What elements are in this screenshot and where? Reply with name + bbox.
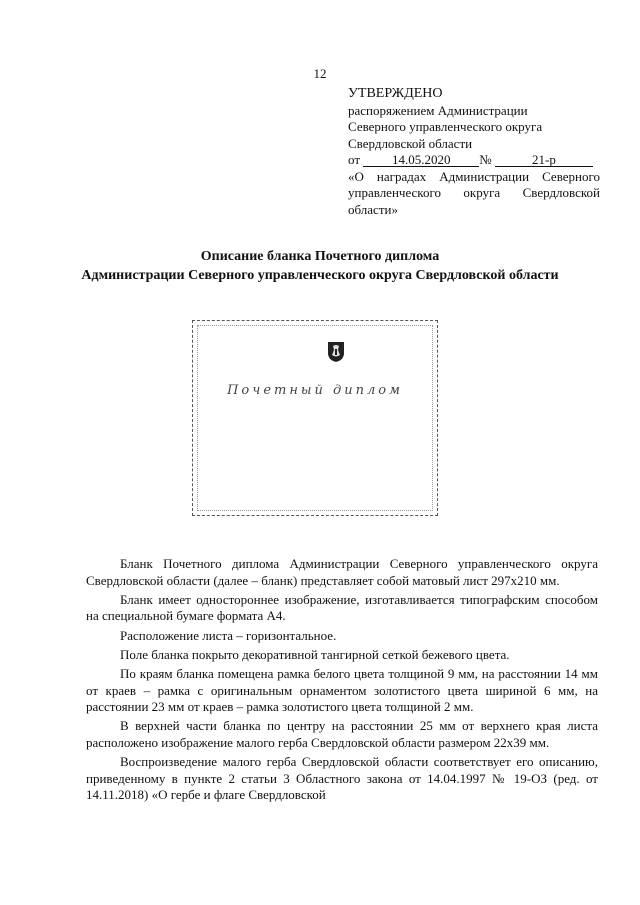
- order-number: 21-р: [495, 153, 593, 167]
- number-label: №: [479, 152, 492, 167]
- diploma-inner-frame: [197, 325, 433, 511]
- order-line: [348, 152, 600, 169]
- coat-of-arms-icon: [327, 341, 345, 363]
- paragraph-6: В верхней части бланка по центру на расстоянии 25 мм от верхнего края листа расположено изображение малого герба Свердловской области размером 22х39 мм.: [86, 718, 598, 750]
- approval-heading: УТВЕРЖДЕНО: [348, 86, 443, 101]
- paragraph-7: Воспроизведение малого герба Свердловской области соответствует его описанию, приведенному в пункте 2 статьи 3 Областного закона от 14.04.1997 № 19-ОЗ (ред. от 14.11.2018) «О гербе и флаге Свердловской: [86, 754, 598, 803]
- title-line-2: Администрации Северного управленческого округа Свердловской области: [81, 268, 559, 283]
- paragraph-1: Бланк Почетного диплома Администрации Северного управленческого округа Свердловской области (далее – бланк) представляет собой матовый лист 297х210 мм.: [86, 556, 598, 588]
- page-number: 12: [313, 66, 327, 81]
- paragraph-4: Поле бланка покрыто декоративной тангирной сеткой бежевого цвета.: [120, 646, 510, 662]
- title-line-1: Описание бланка Почетного диплома: [200, 249, 440, 264]
- subject-line-3: области»: [348, 201, 398, 217]
- from-label: от: [348, 152, 361, 167]
- approval-block: [348, 86, 600, 218]
- paragraph-5: По краям бланка помещена рамка белого цвета толщиной 9 мм, на расстоянии 14 мм от краев – рамка с оригинальным орнаментом золотистого цвета шириной 6 мм, на расстоянии 23 мм от краев – рамка золотистого цвета толщиной 2 мм.: [86, 665, 598, 715]
- document-title: [0, 247, 640, 285]
- diploma-blank-image: [192, 320, 438, 516]
- order-date: 14.05.2020: [363, 153, 479, 167]
- approval-line-3: Свердловской области: [348, 135, 473, 151]
- approval-line-1: распоряжением Администрации: [348, 102, 528, 118]
- description-body: [86, 556, 598, 806]
- script-heading: Почетный диплом: [227, 383, 403, 398]
- subject-line-2: управленческого округа Свердловской: [348, 185, 600, 200]
- approval-line-2: Северного управленческого округа: [348, 119, 543, 134]
- paragraph-3: Расположение листа – горизонтальное.: [120, 627, 337, 643]
- paragraph-2: Бланк имеет одностороннее изображение, изготавливается типографским способом на специальной бумаге формата А4.: [86, 591, 598, 624]
- subject-line-1: «О наградах Администрации Северного: [348, 168, 600, 184]
